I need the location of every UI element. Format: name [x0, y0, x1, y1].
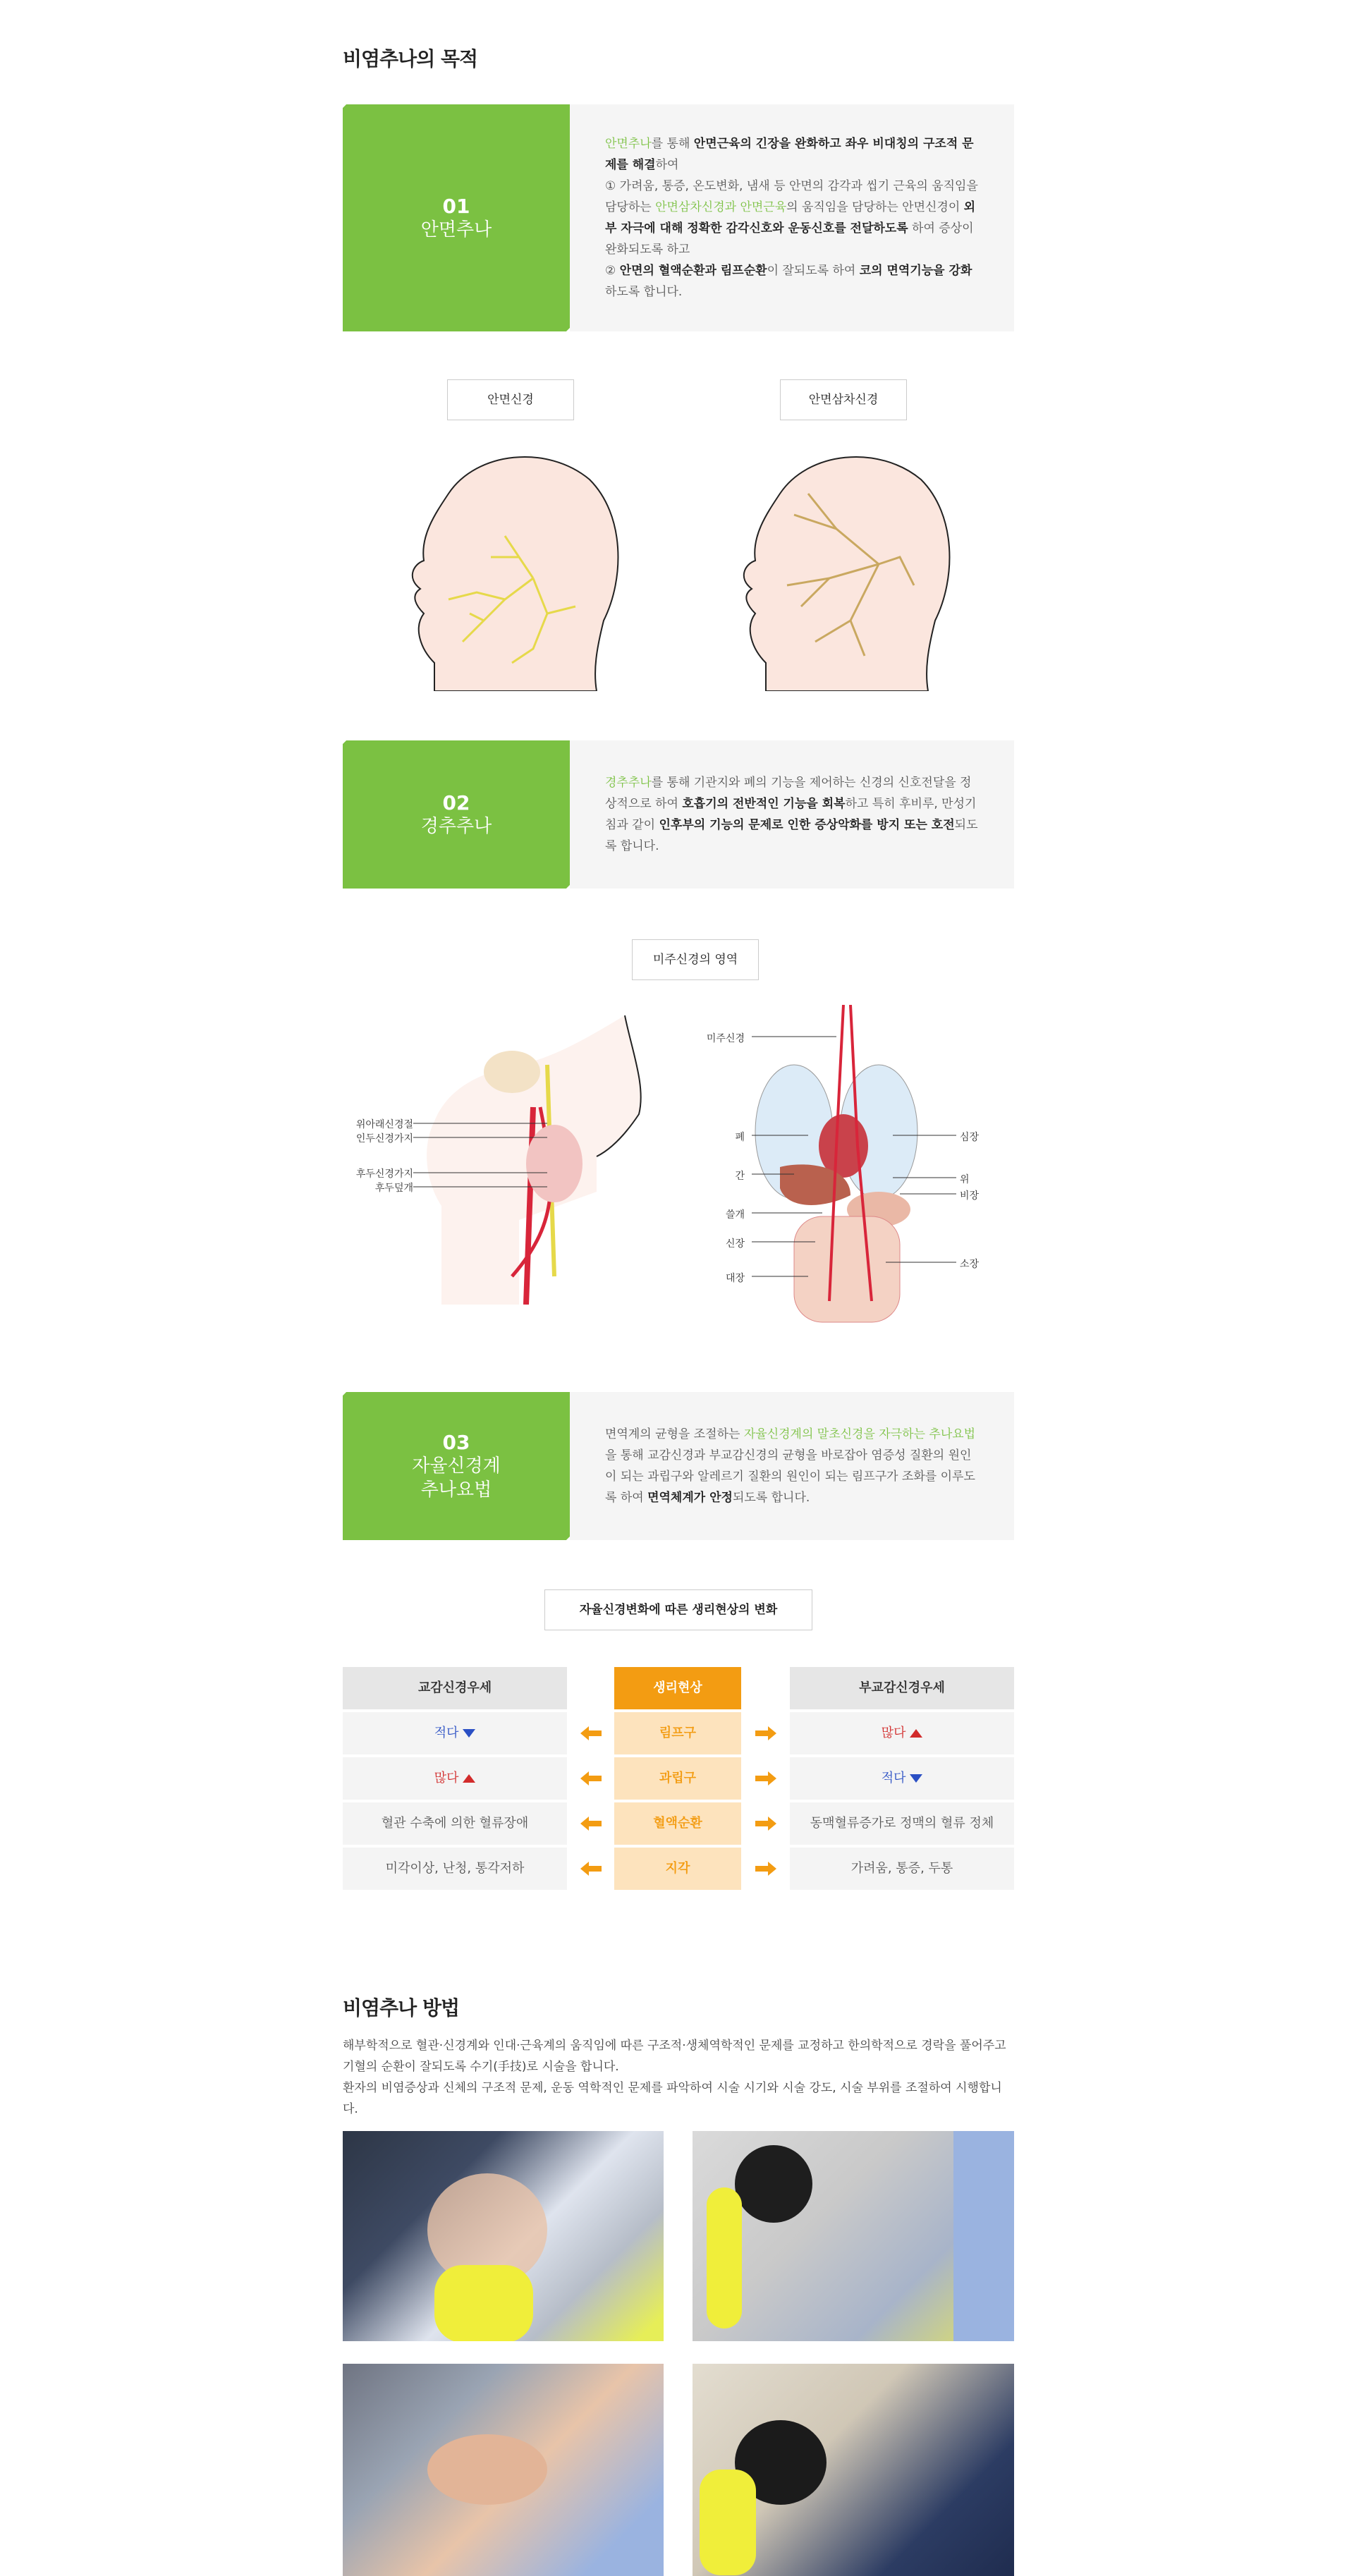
table-row: 많다: [790, 1712, 1014, 1754]
table-title: 자율신경변화에 따른 생리현상의 변화: [544, 1589, 812, 1630]
vagus-organ-label: 쓸개: [725, 1209, 745, 1221]
section-description: 경추추나를 통해 기관지와 폐의 기능을 제어하는 신경의 신호전달을 정상적으로 하여 호흡기의 전반적인 기능을 회복하고 특히 후비루, 만성기침과 같이 인후부의 기능의 문제로 인한 증상악화를 방지 또는 호전되도록 합니다.: [570, 740, 1014, 889]
table-row: 혈액순환: [614, 1802, 741, 1845]
vagus-organ-label: 대장: [725, 1273, 745, 1284]
vagus-left-label: 후두덮개: [374, 1183, 413, 1194]
arrow-up-icon: [463, 1774, 475, 1783]
section-badge: [343, 1392, 570, 1540]
vagus-organ-label: 폐: [735, 1132, 745, 1143]
arrow-down-icon: [463, 1729, 475, 1738]
method-description: 해부학적으로 혈관·신경계와 인대·근육계의 움직임에 따른 구조적·생체역학적인 문제를 교정하고 한의학적으로 경락을 풀어주고 기혈의 순환이 잘되도록 수기(手技)로 시술을 합니다. 환자의 비염증상과 신체의 구조적 문제, 운동 역학적인 문제를 파악하여 시술 시기와 시술 강도, 시술 부위를 조절하여 시행합니다.: [343, 2039, 1006, 2116]
table-row: 과립구: [614, 1757, 741, 1800]
table-row: 적다: [343, 1712, 567, 1754]
table-header-parasympathetic: 부교감신경우세: [790, 1667, 1014, 1709]
vagus-organ-label: 소장: [960, 1259, 980, 1270]
treatment-photo: [343, 2364, 664, 2576]
treatment-photo: [693, 2131, 1014, 2341]
arrow-right-icon: [755, 1817, 776, 1831]
vagus-left-label: 후두신경가지: [355, 1168, 413, 1180]
table-row: 지각: [614, 1848, 741, 1890]
purpose-title: 비염추나의 목적: [343, 47, 478, 71]
table-row: 혈관 수축에 의한 혈류장애: [343, 1802, 567, 1845]
facial-nerve-illustration: [392, 437, 632, 691]
section-heading: 안면추나: [420, 219, 492, 240]
table-row: 동맥혈류증가로 정맥의 혈류 정체: [790, 1802, 1014, 1845]
vagus-organs-illustration: [709, 1005, 992, 1343]
arrow-right-icon: [755, 1771, 776, 1786]
vagus-head-illustration: [343, 1008, 667, 1305]
trigeminal-nerve-illustration: [724, 437, 963, 691]
section-facial-chuna: [343, 104, 1014, 331]
section-autonomic-chuna: [343, 1392, 1014, 1540]
vagus-organ-label: 간: [735, 1171, 745, 1182]
table-row: 가려움, 통증, 두통: [790, 1848, 1014, 1890]
vagus-organ-label: 비장: [960, 1190, 980, 1202]
section-badge: [343, 104, 570, 331]
vagus-organ-label: 신장: [725, 1238, 745, 1250]
table-row: 림프구: [614, 1712, 741, 1754]
vagus-left-label: 인두신경가지: [355, 1133, 413, 1144]
section-number: 01: [442, 194, 470, 218]
table-header-sympathetic: 교감신경우세: [343, 1667, 567, 1709]
section-heading: 경추추나: [420, 815, 492, 837]
section-description: 안면추나를 통해 안면근육의 긴장을 완화하고 좌우 비대칭의 구조적 문제를 해결하여 ① 가려움, 통증, 온도변화, 냄새 등 안면의 감각과 씹기 근육의 움직임을 담당하는 안면삼차신경과 안면근육의 움직임을 담당하는 안면신경이 외부 자극에 대해 정확한 감각신호와 운동신호를 전달하도록 하여 증상이 완화되도록 하고 ② 안면의 혈액순환과 림프순환이 잘되도록 하여 코의 면역기능을 강화하도록 합니다.: [570, 104, 1014, 331]
vagus-organ-label: 미주신경: [706, 1033, 745, 1044]
facial-nerve-label: 안면신경: [447, 379, 574, 420]
arrow-down-icon: [910, 1774, 922, 1783]
arrow-left-icon: [580, 1862, 602, 1876]
vagus-organ-label: 심장: [960, 1132, 980, 1143]
treatment-photo: [343, 2131, 664, 2341]
section-heading: 추나요법: [420, 1479, 492, 1501]
section-heading: 자율신경계: [412, 1455, 501, 1477]
table-header-phenomenon: 생리현상: [614, 1667, 741, 1709]
vagus-title: 미주신경의 영역: [632, 939, 759, 980]
vagus-left-label: 위아래신경절: [355, 1119, 413, 1130]
arrow-up-icon: [910, 1729, 922, 1738]
arrow-left-icon: [580, 1817, 602, 1831]
method-title: 비염추나 방법: [343, 1996, 460, 2020]
section-description: 면역계의 균형을 조절하는 자율신경계의 말초신경을 자극하는 추나요법을 통해 교감신경과 부교감신경의 균형을 바로잡아 염증성 질환의 원인이 되는 과립구와 알레르기 질환의 원인이 되는 림프구가 조화를 이루도록 하여 면역체계가 안정되도록 합니다.: [570, 1392, 1014, 1540]
table-row: 적다: [790, 1757, 1014, 1800]
section-cervical-chuna: [343, 740, 1014, 889]
arrow-right-icon: [755, 1726, 776, 1740]
section-number: 03: [442, 1430, 470, 1454]
section-number: 02: [442, 790, 470, 814]
vagus-organ-label: 위: [960, 1174, 970, 1185]
arrow-left-icon: [580, 1726, 602, 1740]
arrow-left-icon: [580, 1771, 602, 1786]
table-row: 많다: [343, 1757, 567, 1800]
arrow-right-icon: [755, 1862, 776, 1876]
table-row: 미각이상, 난청, 통각저하: [343, 1848, 567, 1890]
trigeminal-nerve-label: 안면삼차신경: [780, 379, 907, 420]
section-badge: [343, 740, 570, 889]
treatment-photo: [693, 2364, 1014, 2576]
